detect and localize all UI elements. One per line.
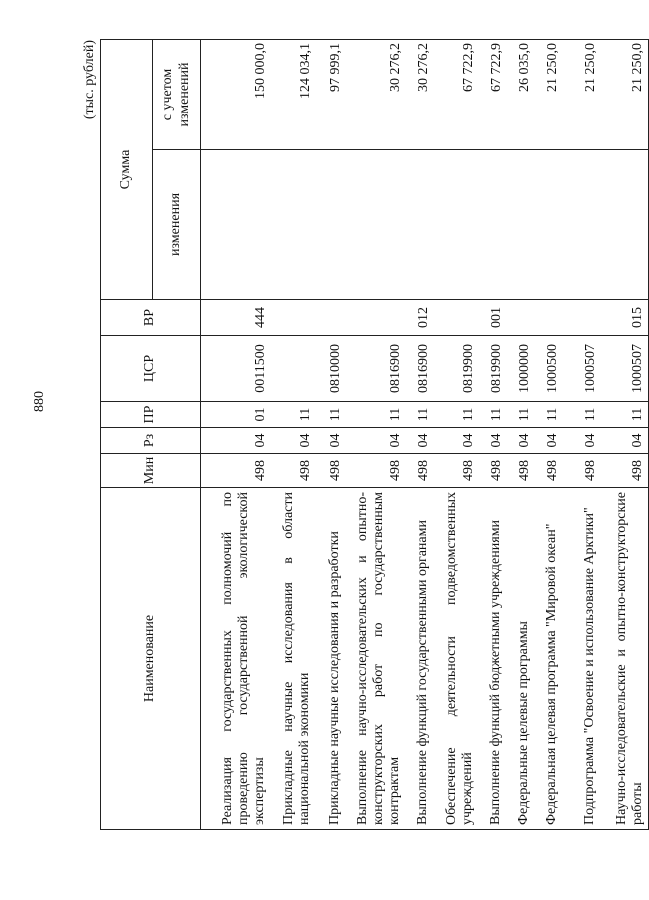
row-total: 67 722,9 — [479, 40, 507, 150]
row-changes — [271, 150, 316, 300]
row-csr: 0819900 — [479, 336, 507, 402]
page-number: 880 — [32, 391, 47, 412]
row-csr — [271, 336, 316, 402]
row-pr: 11 — [346, 402, 406, 428]
header-vr: ВР — [101, 300, 201, 336]
header-name: Наименование — [101, 488, 201, 830]
row-changes — [201, 150, 271, 300]
header-min: Мин — [101, 454, 201, 488]
row-changes — [346, 150, 406, 300]
table-row — [601, 40, 649, 830]
row-vr — [434, 300, 479, 336]
header-with-changes: с учетом изменений — [153, 40, 201, 150]
header-rz: Рз — [101, 428, 201, 454]
row-vr — [271, 300, 316, 336]
row-csr: 0816900 — [346, 336, 406, 402]
row-changes — [434, 150, 479, 300]
row-csr: 1000507 — [563, 336, 601, 402]
row-name: Выполнение научно-исследовательских и опытно-конструкторских работ по государственным контрактам — [346, 488, 406, 830]
row-changes — [316, 150, 346, 300]
row-rz: 04 — [201, 428, 271, 454]
row-vr — [316, 300, 346, 336]
row-changes — [601, 150, 649, 300]
row-rz: 04 — [346, 428, 406, 454]
row-changes — [479, 150, 507, 300]
row-csr: 1000000 — [507, 336, 535, 402]
row-total: 21 250,0 — [563, 40, 601, 150]
row-total: 26 035,0 — [507, 40, 535, 150]
row-rz: 04 — [479, 428, 507, 454]
units-label: (тыс. рублей) — [82, 40, 97, 120]
table-row — [406, 40, 434, 830]
table-row — [346, 40, 406, 830]
row-name: Выполнение функций бюджетными учреждениями — [479, 488, 507, 830]
row-pr: 11 — [601, 402, 649, 428]
table-header — [101, 40, 201, 830]
row-rz: 04 — [316, 428, 346, 454]
table-row — [479, 40, 507, 830]
table-row — [434, 40, 479, 830]
row-name: Реализация государственных полномочий по проведению государственной экологической экспертизы — [201, 488, 271, 830]
row-min: 498 — [316, 454, 346, 488]
row-rz: 04 — [601, 428, 649, 454]
row-name: Подпрограмма "Освоение и использование Арктики" — [563, 488, 601, 830]
row-total: 150 000,0 — [201, 40, 271, 150]
table-body — [201, 40, 649, 830]
row-total: 30 276,2 — [406, 40, 434, 150]
row-min: 498 — [201, 454, 271, 488]
row-total: 21 250,0 — [535, 40, 563, 150]
row-total: 124 034,1 — [271, 40, 316, 150]
row-total: 21 250,0 — [601, 40, 649, 150]
row-rz: 04 — [563, 428, 601, 454]
row-min: 498 — [507, 454, 535, 488]
row-min: 498 — [346, 454, 406, 488]
table-row — [507, 40, 535, 830]
header-pr: ПР — [101, 402, 201, 428]
row-rz: 04 — [406, 428, 434, 454]
row-rz: 04 — [507, 428, 535, 454]
row-name: Научно-исследовательские и опытно-конструкторские работы — [601, 488, 649, 830]
header-csr: ЦСР — [101, 336, 201, 402]
row-total: 30 276,2 — [346, 40, 406, 150]
row-pr: 11 — [316, 402, 346, 428]
row-total: 67 722,9 — [434, 40, 479, 150]
row-min: 498 — [601, 454, 649, 488]
row-vr — [346, 300, 406, 336]
row-changes — [535, 150, 563, 300]
row-name: Обеспечение деятельности подведомственных учреждений — [434, 488, 479, 830]
row-pr: 01 — [201, 402, 271, 428]
row-csr: 0816900 — [406, 336, 434, 402]
row-changes — [507, 150, 535, 300]
row-csr: 0011500 — [201, 336, 271, 402]
row-pr: 11 — [434, 402, 479, 428]
table-row — [535, 40, 563, 830]
table-row — [316, 40, 346, 830]
row-min: 498 — [479, 454, 507, 488]
row-csr: 0819900 — [434, 336, 479, 402]
row-pr: 11 — [507, 402, 535, 428]
row-pr: 11 — [271, 402, 316, 428]
budget-table — [100, 39, 649, 830]
row-vr — [535, 300, 563, 336]
row-name: Федеральная целевая программа "Мировой океан" — [535, 488, 563, 830]
row-rz: 04 — [434, 428, 479, 454]
row-pr: 11 — [535, 402, 563, 428]
row-pr: 11 — [479, 402, 507, 428]
row-pr: 11 — [406, 402, 434, 428]
table-row — [201, 40, 271, 830]
row-pr: 11 — [563, 402, 601, 428]
row-vr: 012 — [406, 300, 434, 336]
row-csr: 1000507 — [601, 336, 649, 402]
header-sum: Сумма — [101, 40, 153, 300]
row-min: 498 — [406, 454, 434, 488]
row-name: Федеральные целевые программы — [507, 488, 535, 830]
row-changes — [406, 150, 434, 300]
row-min: 498 — [271, 454, 316, 488]
row-name: Выполнение функций государственными органами — [406, 488, 434, 830]
row-csr: 1000500 — [535, 336, 563, 402]
row-vr: 015 — [601, 300, 649, 336]
row-vr: 444 — [201, 300, 271, 336]
row-min: 498 — [563, 454, 601, 488]
row-total: 97 999,1 — [316, 40, 346, 150]
row-vr: 001 — [479, 300, 507, 336]
table-row — [563, 40, 601, 830]
row-changes — [563, 150, 601, 300]
row-rz: 04 — [271, 428, 316, 454]
row-vr — [563, 300, 601, 336]
row-min: 498 — [434, 454, 479, 488]
row-rz: 04 — [535, 428, 563, 454]
rotated-table-container — [80, 40, 645, 830]
header-changes: изменения — [153, 150, 201, 300]
row-min: 498 — [535, 454, 563, 488]
row-vr — [507, 300, 535, 336]
row-name: Прикладные научные исследования в области национальной экономики — [271, 488, 316, 830]
table-row — [271, 40, 316, 830]
row-name: Прикладные научные исследования и разработки — [316, 488, 346, 830]
row-csr: 0810000 — [316, 336, 346, 402]
